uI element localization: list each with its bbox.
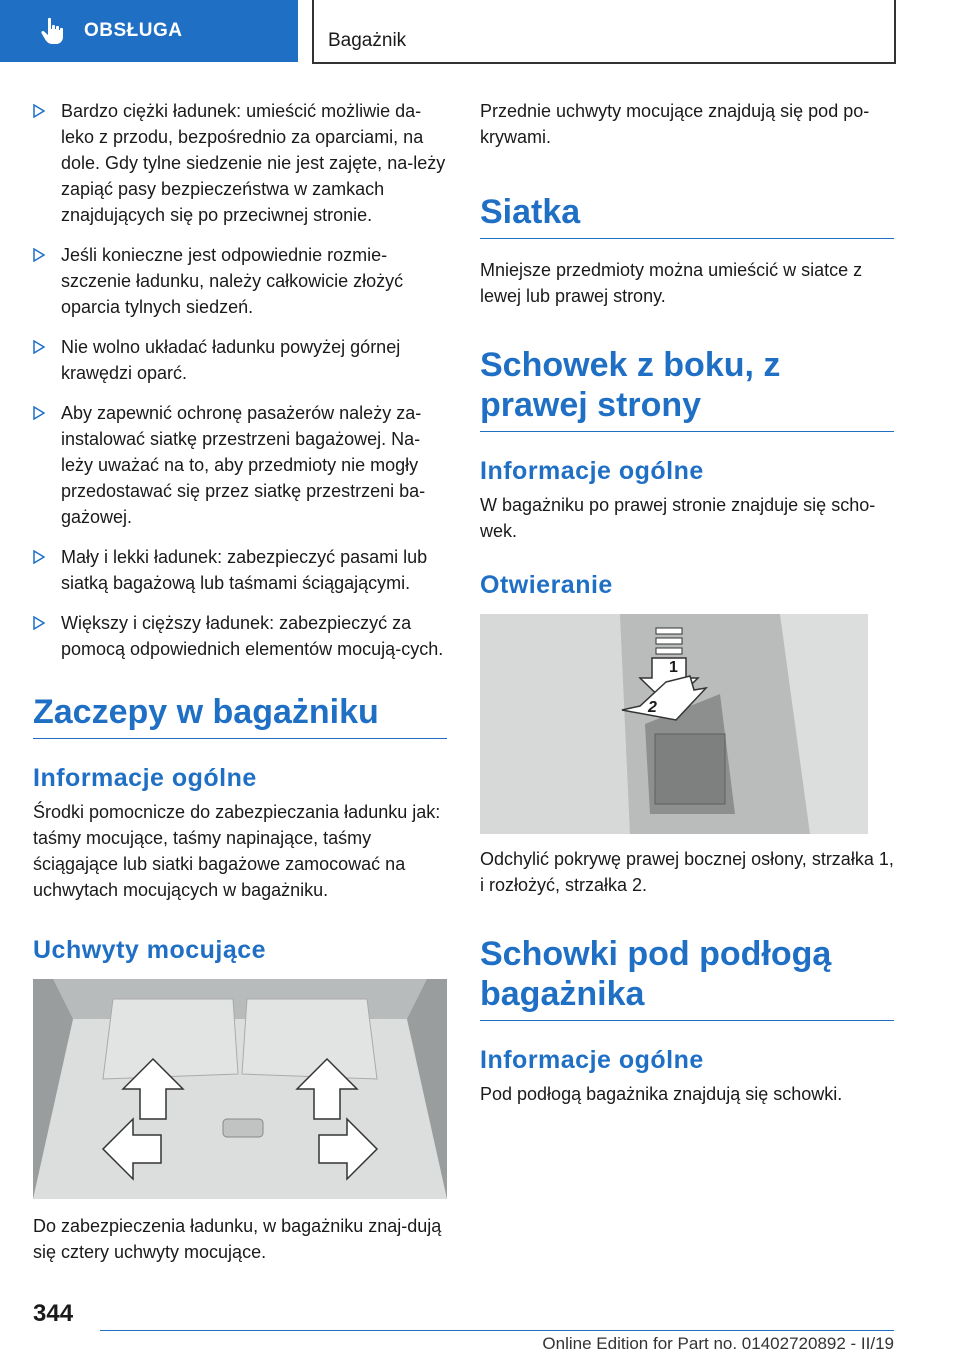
right-column: [480, 98, 894, 1107]
list-item: Bardzo ciężki ładunek: umieścić możliwie da-leko z przodu, bezpośrednio za oparciami, na dole. Gdy tylne siedzenie nie jest zajęte, na-leży zapiąć pasy bezpieczeństwa w zamkach znajdujących się po przeciwnej stronie.: [33, 98, 447, 228]
footer-divider: [100, 1330, 894, 1331]
subsection-title: Uchwyty mocujące: [33, 936, 267, 964]
left-column: [33, 98, 447, 1265]
list-item: Większy i cięższy ładunek: zabezpieczyć za pomocą odpowiednich elementów mocują-cych.: [33, 610, 447, 662]
section-title-siatka: Siatka: [480, 192, 894, 239]
page-header: [312, 0, 896, 64]
triangle-bullet-icon: [33, 616, 45, 630]
section-tab: [0, 0, 298, 62]
paragraph: W bagażniku po prawej stronie znajduje się scho-wek.: [480, 495, 876, 541]
image-caption: Odchylić pokrywę prawej bocznej osłony, strzałka 1, i rozłożyć, strzałka 2.: [480, 849, 894, 895]
list-item: Jeśli konieczne jest odpowiednie rozmie-szczenie ładunku, należy całkowicie złożyć oparcia tylnych siedzeń.: [33, 242, 447, 320]
paragraph: Środki pomocnicze do zabezpieczania ładunku jak: taśmy mocujące, taśmy napinające, taśmy ściągające lub siatki bagażowe zamocować na uchwytach mocujących w bagażniku.: [33, 802, 441, 900]
side-compartment-image: [480, 614, 868, 834]
paragraph: Mniejsze przedmioty można umieścić w siatce z lewej lub prawej strony.: [480, 260, 863, 306]
triangle-bullet-icon: [33, 550, 45, 564]
page-title: Bagażnik: [328, 30, 407, 51]
paragraph: Pod podłogą bagażnika znajdują się schowki.: [480, 1084, 843, 1104]
hand-pointer-icon: [40, 17, 68, 45]
section-title-zaczepy: Zaczepy w bagażniku: [33, 692, 447, 739]
triangle-bullet-icon: [33, 406, 45, 420]
arrow-label-2: 2: [648, 699, 657, 716]
subsection-title: Informacje ogólne: [33, 764, 257, 792]
arrow-label-1: 1: [669, 659, 678, 676]
section-title-schowek: Schowek z boku, z prawej strony: [480, 345, 894, 432]
section-title-schowki: Schowki pod podłogą bagażnika: [480, 934, 894, 1021]
section-label: OBSŁUGA: [84, 20, 183, 41]
subsection-title: Informacje ogólne: [480, 457, 704, 485]
triangle-bullet-icon: [33, 104, 45, 118]
image-caption: Do zabezpieczenia ładunku, w bagażniku znaj-dują się cztery uchwyty mocujące.: [33, 1216, 442, 1262]
subsection-title: Otwieranie: [480, 571, 613, 599]
page-number: 344: [33, 1300, 74, 1327]
list-item: Mały i lekki ładunek: zabezpieczyć pasami lub siatką bagażową lub taśmami ściągającymi.: [33, 544, 447, 596]
bullet-list: [33, 98, 447, 662]
paragraph: Przednie uchwyty mocujące znajdują się pod po-krywami.: [480, 101, 870, 147]
list-item: Aby zapewnić ochronę pasażerów należy za-instalować siatkę przestrzeni bagażowej. Na-leży uważać na to, aby przedmioty nie mogły przedostawać się przez siatkę przestrzeni ba-gażowej.: [33, 400, 447, 530]
trunk-tie-down-image: [33, 979, 447, 1199]
list-item: Nie wolno układać ładunku powyżej górnej krawędzi oparć.: [33, 334, 447, 386]
triangle-bullet-icon: [33, 340, 45, 354]
edition-text: Online Edition for Part no. 01402720892 - II/19: [542, 1334, 894, 1353]
triangle-bullet-icon: [33, 248, 45, 262]
subsection-title: Informacje ogólne: [480, 1046, 704, 1074]
